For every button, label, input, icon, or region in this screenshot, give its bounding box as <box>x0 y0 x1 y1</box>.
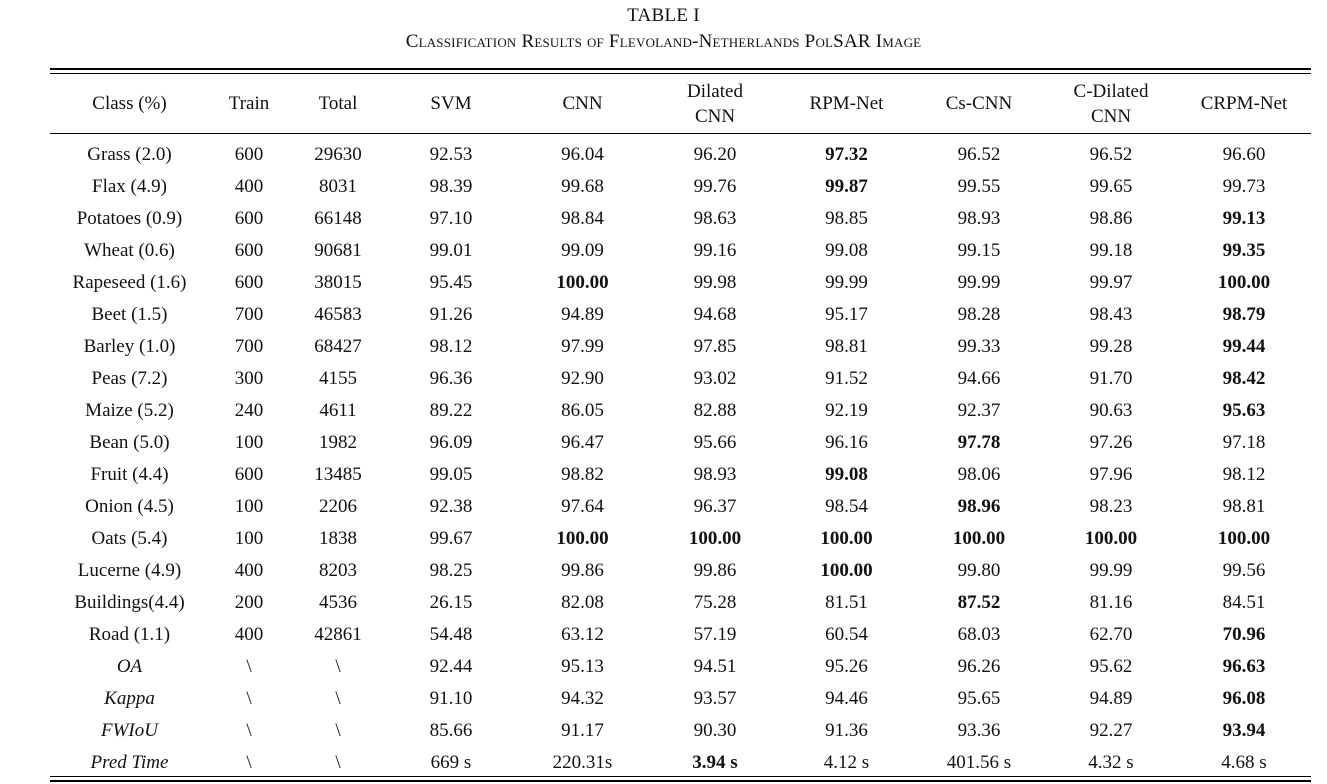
value-cell: 100.00 <box>556 528 609 549</box>
value-cell: 98.43 <box>1089 304 1133 325</box>
value-cell: 90681 <box>314 240 362 261</box>
metric-name-cell: Kappa <box>104 688 155 709</box>
column-header-text: Total <box>318 93 358 114</box>
table-row <box>50 133 1311 171</box>
table-row <box>50 331 1311 363</box>
value-cell: 98.86 <box>1089 208 1133 229</box>
value-cell: 700 <box>234 336 264 357</box>
value-cell: 98.81 <box>1222 496 1266 517</box>
value-cell: 94.66 <box>957 368 1001 389</box>
value-cell: 98.85 <box>825 208 868 229</box>
value-cell: 96.16 <box>825 432 868 453</box>
value-cell: 29630 <box>314 144 362 165</box>
value-cell: 94.89 <box>561 304 604 325</box>
value-cell: 60.54 <box>825 624 868 645</box>
value-cell: 8203 <box>319 560 357 581</box>
value-cell: 99.87 <box>825 176 868 197</box>
value-cell: 97.85 <box>693 336 737 357</box>
results-table <box>50 74 1311 779</box>
value-cell: 220.31s <box>552 752 613 773</box>
value-cell: 66148 <box>314 208 362 229</box>
value-cell: 46583 <box>314 304 362 325</box>
value-cell: 99.18 <box>1089 240 1133 261</box>
value-cell: 62.70 <box>1089 624 1133 645</box>
value-cell: 700 <box>234 304 264 325</box>
value-cell: 99.08 <box>825 464 868 485</box>
metric-row <box>50 747 1311 779</box>
value-cell: 98.54 <box>825 496 868 517</box>
class-name-cell: Oats (5.4) <box>91 528 168 549</box>
class-name-cell: Onion (4.5) <box>85 496 174 517</box>
table-row <box>50 363 1311 395</box>
column-header-class <box>50 74 209 133</box>
class-name-cell: Wheat (0.6) <box>84 240 175 261</box>
value-cell: 99.16 <box>693 240 737 261</box>
value-cell: 99.80 <box>957 560 1001 581</box>
value-cell: \ <box>246 720 252 741</box>
class-name-cell: Lucerne (4.9) <box>77 560 182 581</box>
column-header-text: Class (%) <box>92 93 167 114</box>
value-cell: 95.17 <box>825 304 868 325</box>
value-cell: 600 <box>234 240 264 261</box>
value-cell: 600 <box>234 144 264 165</box>
table-row <box>50 587 1311 619</box>
value-cell: 42861 <box>314 624 362 645</box>
value-cell: 90.30 <box>693 720 737 741</box>
value-cell: \ <box>246 752 252 773</box>
class-name-cell: Maize (5.2) <box>85 400 174 421</box>
class-name-cell: Peas (7.2) <box>91 368 168 389</box>
value-cell: 75.28 <box>693 592 737 613</box>
class-name-cell: Potatoes (0.9) <box>76 208 183 229</box>
value-cell: 98.28 <box>957 304 1001 325</box>
value-cell: 94.32 <box>561 688 604 709</box>
value-cell: 600 <box>234 208 264 229</box>
value-cell: 96.37 <box>693 496 737 517</box>
value-cell: 54.48 <box>429 624 473 645</box>
column-header-text: CNN <box>694 105 736 127</box>
value-cell: 99.05 <box>429 464 473 485</box>
value-cell: 97.18 <box>1222 432 1266 453</box>
value-cell: 82.08 <box>561 592 604 613</box>
value-cell: 95.63 <box>1222 400 1266 421</box>
value-cell: 91.70 <box>1089 368 1133 389</box>
value-cell: 100.00 <box>820 560 873 581</box>
value-cell: 99.09 <box>561 240 604 261</box>
column-header-c-dilated-cnn <box>1045 74 1177 133</box>
value-cell: 1838 <box>319 528 357 549</box>
value-cell: 99.28 <box>1089 336 1133 357</box>
value-cell: 95.45 <box>429 272 473 293</box>
value-cell: 96.09 <box>429 432 473 453</box>
value-cell: 94.46 <box>825 688 868 709</box>
table-row <box>50 459 1311 491</box>
value-cell: 38015 <box>314 272 362 293</box>
column-header-cs-cnn <box>913 74 1045 133</box>
column-header-train <box>209 74 289 133</box>
value-cell: 200 <box>234 592 264 613</box>
column-header-total <box>289 74 387 133</box>
value-cell: 99.99 <box>825 272 868 293</box>
metric-row <box>50 715 1311 747</box>
value-cell: 92.53 <box>429 144 473 165</box>
value-cell: 26.15 <box>429 592 473 613</box>
class-name-cell: Road (1.1) <box>88 624 171 645</box>
value-cell: 100 <box>234 496 264 517</box>
value-cell: 99.35 <box>1222 240 1266 261</box>
value-cell: 99.98 <box>693 272 737 293</box>
value-cell: 100 <box>234 432 264 453</box>
value-cell: 99.13 <box>1222 208 1266 229</box>
value-cell: 99.01 <box>429 240 473 261</box>
value-cell: 94.89 <box>1089 688 1133 709</box>
value-cell: 96.08 <box>1222 688 1266 709</box>
value-cell: 99.33 <box>957 336 1001 357</box>
value-cell: 99.97 <box>1089 272 1133 293</box>
value-cell: 98.63 <box>693 208 737 229</box>
table-row <box>50 235 1311 267</box>
value-cell: 4611 <box>319 400 357 421</box>
value-cell: 4.32 s <box>1088 752 1134 773</box>
value-cell: 100.00 <box>1084 528 1138 549</box>
table-row <box>50 619 1311 651</box>
value-cell: 97.26 <box>1089 432 1133 453</box>
value-cell: 300 <box>234 368 264 389</box>
value-cell: 401.56 s <box>946 752 1012 773</box>
value-cell: 96.52 <box>1089 144 1133 165</box>
value-cell: 400 <box>234 624 264 645</box>
value-cell: 57.19 <box>693 624 737 645</box>
value-cell: 400 <box>234 176 264 197</box>
value-cell: 95.66 <box>693 432 737 453</box>
value-cell: 98.93 <box>957 208 1001 229</box>
value-cell: 90.63 <box>1089 400 1133 421</box>
value-cell: 91.36 <box>825 720 868 741</box>
value-cell: 98.06 <box>957 464 1001 485</box>
value-cell: 100.00 <box>820 528 873 549</box>
value-cell: 91.17 <box>561 720 604 741</box>
class-name-cell: Beet (1.5) <box>91 304 168 325</box>
column-header-crpm-net <box>1177 74 1311 133</box>
value-cell: 96.63 <box>1222 656 1266 677</box>
value-cell: 85.66 <box>429 720 473 741</box>
column-header-text: CRPM-Net <box>1200 93 1288 114</box>
value-cell: 8031 <box>319 176 357 197</box>
value-cell: 600 <box>234 272 264 293</box>
value-cell: 84.51 <box>1222 592 1266 613</box>
table-row <box>50 203 1311 235</box>
metric-name-cell: Pred Time <box>90 752 169 773</box>
value-cell: 92.38 <box>429 496 473 517</box>
value-cell: 96.04 <box>561 144 604 165</box>
value-cell: 96.52 <box>957 144 1001 165</box>
value-cell: 400 <box>234 560 264 581</box>
value-cell: 99.56 <box>1222 560 1266 581</box>
value-cell: 98.39 <box>429 176 473 197</box>
column-header-cnn <box>515 74 650 133</box>
value-cell: \ <box>335 720 341 741</box>
value-cell: 96.60 <box>1222 144 1266 165</box>
table-row <box>50 427 1311 459</box>
value-cell: 99.44 <box>1222 336 1266 357</box>
table-row <box>50 267 1311 299</box>
value-cell: 63.12 <box>561 624 604 645</box>
class-name-cell: Bean (5.0) <box>89 432 170 453</box>
value-cell: 100.00 <box>1217 272 1271 293</box>
value-cell: 98.79 <box>1222 304 1266 325</box>
table-row <box>50 171 1311 203</box>
value-cell: 91.52 <box>825 368 868 389</box>
metric-row <box>50 683 1311 715</box>
value-cell: 98.82 <box>561 464 604 485</box>
table-row <box>50 395 1311 427</box>
value-cell: 99.08 <box>825 240 868 261</box>
top-rule <box>50 68 1311 70</box>
value-cell: 99.73 <box>1222 176 1266 197</box>
header-row <box>50 74 1311 133</box>
value-cell: 98.12 <box>1222 464 1266 485</box>
column-header-text: Dilated <box>687 80 743 102</box>
table-body <box>50 133 1311 779</box>
value-cell: 81.16 <box>1089 592 1133 613</box>
value-cell: 91.26 <box>429 304 473 325</box>
value-cell: 92.90 <box>561 368 604 389</box>
table-title: Classification Results of Flevoland-Netherlands PolSAR Image <box>405 31 922 52</box>
value-cell: 81.51 <box>825 592 868 613</box>
value-cell: 89.22 <box>429 400 473 421</box>
class-name-cell: Buildings(4.4) <box>74 592 185 613</box>
column-header-text: C-Dilated <box>1073 80 1149 102</box>
value-cell: \ <box>335 656 341 677</box>
value-cell: 91.10 <box>429 688 473 709</box>
column-header-rpm-net <box>780 74 913 133</box>
value-cell: 97.64 <box>561 496 604 517</box>
value-cell: 240 <box>234 400 264 421</box>
value-cell: 93.02 <box>693 368 737 389</box>
column-header-dilated-cnn <box>650 74 780 133</box>
value-cell: 2206 <box>319 496 357 517</box>
value-cell: 68427 <box>314 336 362 357</box>
value-cell: 94.51 <box>693 656 737 677</box>
metric-name-cell: OA <box>116 656 143 677</box>
value-cell: 98.81 <box>825 336 868 357</box>
value-cell: 4.12 s <box>823 752 870 773</box>
value-cell: 96.36 <box>429 368 473 389</box>
value-cell: 99.55 <box>957 176 1001 197</box>
value-cell: 82.88 <box>693 400 737 421</box>
value-cell: 13485 <box>314 464 362 485</box>
value-cell: 94.68 <box>693 304 737 325</box>
value-cell: 96.47 <box>561 432 604 453</box>
value-cell: 600 <box>234 464 264 485</box>
value-cell: 98.42 <box>1222 368 1266 389</box>
table-row <box>50 523 1311 555</box>
metric-name-cell: FWIoU <box>101 720 158 741</box>
value-cell: 98.93 <box>693 464 737 485</box>
value-cell: 97.78 <box>957 432 1001 453</box>
value-cell: 100.00 <box>556 272 609 293</box>
value-cell: 100.00 <box>952 528 1006 549</box>
value-cell: 92.44 <box>429 656 473 677</box>
column-header-text: SVM <box>430 93 472 114</box>
value-cell: 96.26 <box>957 656 1001 677</box>
value-cell: 98.12 <box>429 336 473 357</box>
value-cell: \ <box>335 688 341 709</box>
value-cell: 95.62 <box>1089 656 1133 677</box>
value-cell: 99.15 <box>957 240 1001 261</box>
value-cell: 68.03 <box>957 624 1001 645</box>
class-name-cell: Flax (4.9) <box>92 176 167 197</box>
value-cell: 99.86 <box>561 560 604 581</box>
value-cell: 99.99 <box>1089 560 1133 581</box>
column-header-text: Train <box>228 93 270 114</box>
value-cell: 93.94 <box>1222 720 1266 741</box>
value-cell: 97.32 <box>825 144 868 165</box>
value-cell: 95.26 <box>825 656 868 677</box>
value-cell: 4536 <box>319 592 357 613</box>
value-cell: \ <box>335 752 341 773</box>
class-name-cell: Barley (1.0) <box>83 336 176 357</box>
value-cell: 98.25 <box>429 560 473 581</box>
value-cell: 93.36 <box>957 720 1001 741</box>
value-cell: 4155 <box>319 368 357 389</box>
metric-row <box>50 651 1311 683</box>
value-cell: 92.37 <box>957 400 1001 421</box>
value-cell: 99.65 <box>1089 176 1133 197</box>
value-cell: 97.99 <box>561 336 604 357</box>
value-cell: 97.96 <box>1089 464 1133 485</box>
column-header-text: CNN <box>1090 105 1132 127</box>
value-cell: 3.94 s <box>692 752 738 773</box>
table-row <box>50 491 1311 523</box>
column-header-svm <box>387 74 515 133</box>
value-cell: 93.57 <box>693 688 737 709</box>
value-cell: 95.65 <box>957 688 1001 709</box>
class-name-cell: Rapeseed (1.6) <box>72 272 187 293</box>
value-cell: 86.05 <box>561 400 604 421</box>
value-cell: 669 s <box>430 752 472 773</box>
value-cell: 95.13 <box>561 656 604 677</box>
value-cell: 98.23 <box>1089 496 1133 517</box>
value-cell: 92.27 <box>1089 720 1133 741</box>
table-label: TABLE I <box>627 5 700 26</box>
value-cell: 87.52 <box>957 592 1001 613</box>
value-cell: 99.76 <box>693 176 737 197</box>
value-cell: 92.19 <box>825 400 868 421</box>
value-cell: 98.96 <box>957 496 1001 517</box>
value-cell: 100.00 <box>688 528 742 549</box>
class-name-cell: Fruit (4.4) <box>90 464 169 485</box>
value-cell: 98.84 <box>561 208 604 229</box>
column-header-text: RPM-Net <box>809 93 884 114</box>
value-cell: \ <box>246 688 252 709</box>
value-cell: 99.67 <box>429 528 473 549</box>
value-cell: 99.99 <box>957 272 1001 293</box>
table-row <box>50 299 1311 331</box>
value-cell: \ <box>246 656 252 677</box>
value-cell: 96.20 <box>693 144 737 165</box>
value-cell: 99.68 <box>561 176 604 197</box>
value-cell: 100.00 <box>1217 528 1271 549</box>
value-cell: 1982 <box>319 432 357 453</box>
value-cell: 70.96 <box>1222 624 1266 645</box>
table-row <box>50 555 1311 587</box>
class-name-cell: Grass (2.0) <box>87 144 172 165</box>
value-cell: 4.68 s <box>1221 752 1267 773</box>
value-cell: 100 <box>234 528 264 549</box>
value-cell: 99.86 <box>693 560 737 581</box>
value-cell: 97.10 <box>429 208 473 229</box>
column-header-text: Cs-CNN <box>945 93 1013 114</box>
column-header-text: CNN <box>562 93 603 114</box>
bottom-rule <box>50 780 1311 782</box>
